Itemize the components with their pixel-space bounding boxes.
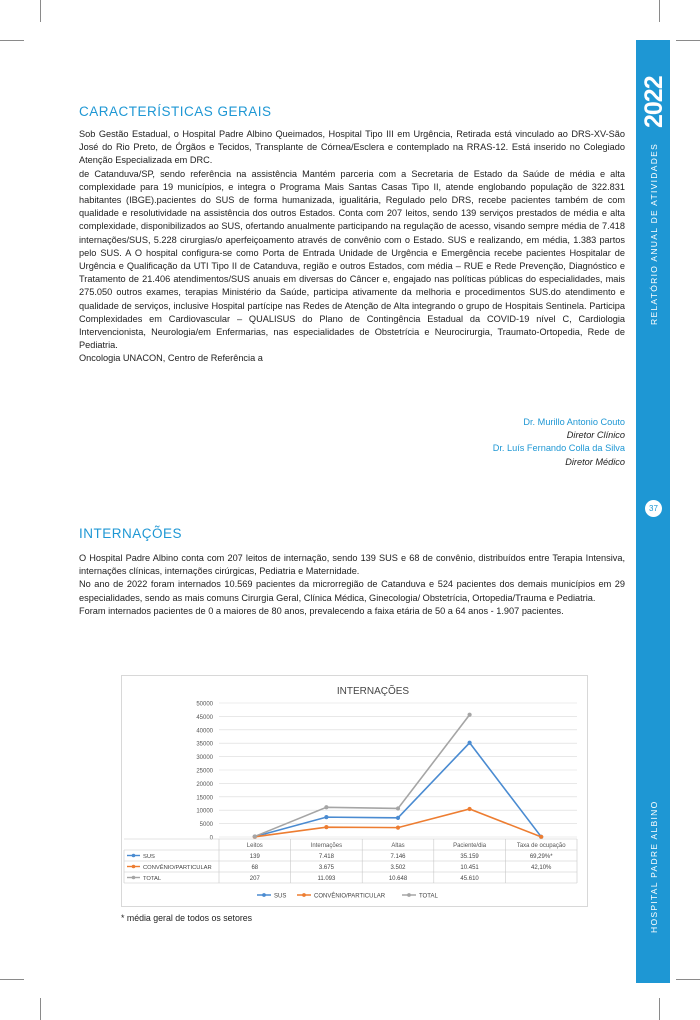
y-tick-label: 30000 bbox=[196, 755, 213, 762]
x-category-label: Paciente/dia bbox=[453, 843, 487, 849]
x-category-label: Altas bbox=[391, 843, 405, 849]
y-tick-label: 45000 bbox=[196, 714, 213, 721]
signature-role: Diretor Clínico bbox=[566, 430, 625, 441]
y-tick-label: 5000 bbox=[199, 822, 213, 829]
hospital-name: HOSPITAL PADRE ALBINO bbox=[649, 800, 659, 933]
data-point bbox=[324, 805, 328, 809]
data-point bbox=[396, 816, 400, 820]
legend-marker bbox=[407, 893, 411, 897]
chart-footnote: * média geral de todos os setores bbox=[121, 913, 253, 923]
signature-name: Dr. Luís Fernando Colla da Silva bbox=[492, 443, 625, 454]
crop-mark bbox=[676, 40, 700, 41]
legend-key-marker bbox=[132, 876, 136, 880]
data-point bbox=[396, 806, 400, 810]
crop-mark bbox=[40, 998, 41, 1020]
data-label: 42,10% bbox=[531, 865, 552, 871]
data-label: 3.675 bbox=[318, 865, 334, 871]
section-title-internacoes: INTERNAÇÕES bbox=[79, 526, 183, 541]
series-line bbox=[255, 809, 541, 837]
paragraph: No ano de 2022 foram internados 10.569 pacientes da microrregião de Catanduva e 524 pacientes dos demais municípios em 29 especialidades, sendo as mais comuns Cirurgia Geral, Clínica Médica, Ginecologia/ Obstetrícia, Ortopedia/Trauma e Pediatria. bbox=[79, 579, 625, 603]
paragraph: O Hospital Padre Albino conta com 207 leitos de internação, sendo 139 SUS e 68 de convênio, distribuídos entre Terapia Intensiva, internações clínicas, internações cirúrgicas, Pediatria e Maternidade. bbox=[79, 553, 625, 577]
legend-marker bbox=[262, 893, 266, 897]
data-label: 10.648 bbox=[388, 876, 408, 882]
paragraph: Foram internados pacientes de 0 a maiores de 80 anos, prevalecendo a faixa etária de 50 a 64 anos - 1.907 pacientes. bbox=[79, 605, 564, 616]
data-label: 7.418 bbox=[318, 854, 334, 860]
y-tick-label: 35000 bbox=[196, 741, 213, 748]
table-series-name: SUS bbox=[143, 854, 155, 860]
data-label: 10.451 bbox=[460, 865, 479, 871]
y-tick-label: 15000 bbox=[196, 795, 213, 802]
legend-label: SUS bbox=[274, 893, 287, 900]
report-year: 2022 bbox=[640, 76, 668, 128]
data-point bbox=[539, 835, 543, 839]
y-tick-label: 50000 bbox=[196, 701, 213, 708]
signature-name: Dr. Murillo Antonio Couto bbox=[523, 417, 625, 427]
page-number: 37 bbox=[645, 500, 662, 517]
section-body-caracteristicas bbox=[79, 128, 625, 366]
y-tick-label: 25000 bbox=[196, 768, 213, 775]
paragraph: de Catanduva/SP, sendo referência na assistência Mantém parceria com a Secretaria de Estado da Saúde de média e alta complexidade para 19 municípios, e integra o Programa Mais Santas Casas Tipo II, atende englobando população de 322.831 habitantes (IBGE).pacientes do SUS de forma humanizada, igualitária, Regulado pelo DRS, recebe pacientes também de com qualidade e resolutividade na assistência dos outros Estados. Conta com 207 leitos, sendo 139 serviços prestados de média e alta complexidade, disponibilizados ao SUS, ofertando anualmente participando na regulação de acesso, visando sempre média de 7.418 internações/SUS, 5.228 cirurgias/o aperfeiçoamento através de convênio com o Estado. SUS e realizando, em média, 1.383 partos pelo SUS. A O hospital configura-se como Porta de Entrada Unidade de Urgência e Emergência recebe pacientes Hospitalar de Urgência e Qualificação da UTI Tipo II de Catanduva, região e outros Estados, com média – RUE e Rede Prevenção, Diagnóstico e Tratamento de 21.406 atendimentos/SUS anuais em diversas do Câncer e, engajado nas políticas públicas do especialidades, mais 275.050 outros exames, terapias Ministério da Saúde, participa ativamente da melhoria e procedimentos SUS.do atendimento e qualidade de serviços, inclusive Hospital partícipe nas Redes de Atenção de Alta integrando o grupo de Hospitais Sentinela. Participa Complexidades em Cardiovascular – QUALISUS do Plano de Contingência Estadual da COVID-19 nível C, Cardiologia Intervencionista, Neurologia/em Enfermarias, nas especialidades de Obstetrícia e Neurocirurgia, Traumato-Ortopedia, Rede de Pediatria. bbox=[79, 168, 625, 351]
data-label: 45.610 bbox=[460, 876, 479, 882]
y-tick-label: 40000 bbox=[196, 728, 213, 735]
y-tick-label: 20000 bbox=[196, 781, 213, 788]
data-label: 207 bbox=[249, 876, 260, 882]
data-point bbox=[324, 815, 328, 819]
report-title: RELATÓRIO ANUAL DE ATIVIDADES bbox=[649, 142, 659, 325]
paragraph: Sob Gestão Estadual, o Hospital Padre Albino Queimados, Hospital Tipo III em Urgência, Retirada está vinculado ao DRS-XV-São José do Rio Preto, de Órgãos e Tecidos, Transplante de Córnea/Esclera e contemplado na RRAS-12. Está inserido no Colegiado Atenção Especializada em DRC. bbox=[79, 129, 625, 166]
data-label: 69,29%* bbox=[529, 854, 553, 860]
section-title-caracteristicas: CARACTERÍSTICAS GERAIS bbox=[79, 104, 272, 119]
legend-key-marker bbox=[132, 854, 136, 858]
data-label: 35.159 bbox=[460, 854, 479, 860]
crop-mark bbox=[659, 998, 660, 1020]
internacoes-chart bbox=[122, 676, 587, 906]
crop-mark bbox=[676, 979, 700, 980]
data-point bbox=[324, 825, 328, 829]
data-point bbox=[396, 826, 400, 830]
y-tick-label: 0 bbox=[209, 835, 213, 842]
chart-title: INTERNAÇÕES bbox=[336, 686, 410, 697]
signature-block bbox=[493, 416, 625, 469]
data-point bbox=[468, 807, 472, 811]
section-body-internacoes bbox=[79, 552, 625, 618]
data-label: 68 bbox=[251, 865, 259, 871]
legend-key-marker bbox=[132, 865, 136, 869]
legend-label: TOTAL bbox=[419, 893, 438, 900]
data-point bbox=[468, 713, 472, 717]
table-series-name: CONVÊNIO/PARTICULAR bbox=[143, 865, 212, 871]
data-point bbox=[253, 834, 257, 838]
chart-frame bbox=[121, 675, 588, 907]
x-category-label: Leitos bbox=[246, 843, 263, 849]
legend-label: CONVÊNIO/PARTICULAR bbox=[314, 893, 386, 900]
data-label: 139 bbox=[249, 854, 260, 860]
data-label: 3.502 bbox=[390, 865, 406, 871]
legend-marker bbox=[302, 893, 306, 897]
crop-mark bbox=[659, 0, 660, 22]
crop-mark bbox=[0, 40, 24, 41]
data-label: 11.093 bbox=[317, 876, 336, 882]
table-series-name: TOTAL bbox=[143, 876, 162, 882]
y-tick-label: 10000 bbox=[196, 808, 213, 815]
crop-mark bbox=[0, 979, 24, 980]
paragraph: Oncologia UNACON, Centro de Referência a bbox=[79, 353, 263, 364]
crop-mark bbox=[40, 0, 41, 22]
x-category-label: Internações bbox=[310, 843, 343, 849]
x-category-label: Taxa de ocupação bbox=[516, 843, 566, 849]
data-point bbox=[468, 741, 472, 745]
signature-role: Diretor Médico bbox=[565, 456, 625, 467]
data-label: 7.146 bbox=[390, 854, 406, 860]
